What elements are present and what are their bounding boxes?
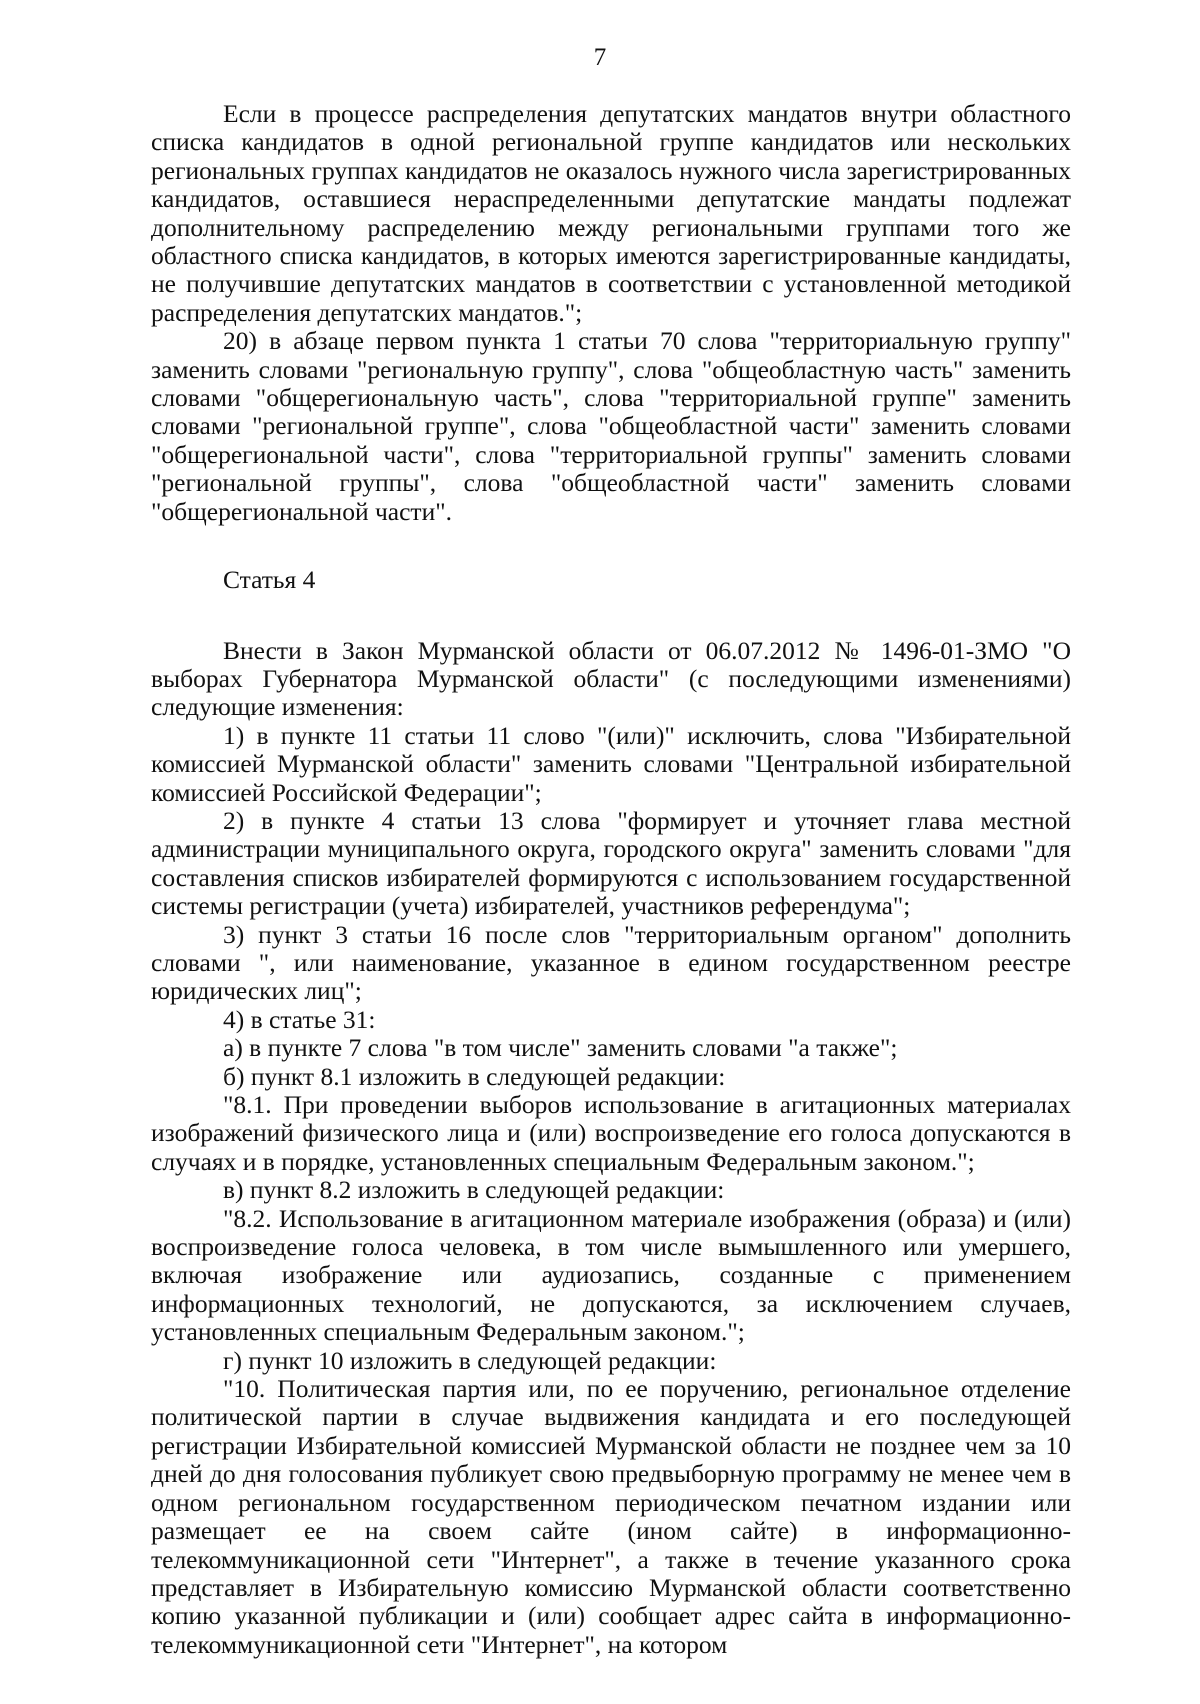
paragraph-item-3: 3) пункт 3 статьи 16 после слов "территориальным органом" дополнить словами ", или наименование, указанное в едином государственном реестре юридических лиц"; xyxy=(151,919,1071,1006)
document-body xyxy=(151,100,1071,1659)
paragraph-item-2: 2) в пункте 4 статьи 13 слова "формирует и уточняет глава местной администрации муниципального округа, городского округа" заменить словами "для составления списков избирателей формируются с использованием государственной системы регистрации (учета) избирателей, участников референдума"; xyxy=(151,805,1071,921)
article-heading: Статья 4 xyxy=(223,565,316,595)
paragraph-clause-8-2: "8.2. Использование в агитационном материале изображения (образа) и (или) воспроизведение голоса человека, в том числе вымышленного или умершего, включая изображение или аудиозапись, созданные с применением информационных технологий, не допускаются, за исключением случаев, установленных специальным Федеральным законом."; xyxy=(151,1203,1071,1347)
paragraph-item-20: 20) в абзаце первом пункта 1 статьи 70 слова "территориальную группу" заменить словами "региональную группу", слова "общеобластную часть" заменить словами "общерегиональную часть", слова "территориальной группе" заменить словами "региональной группе", слова "общеобластной части" заменить словами "общерегиональной части", слова "территориальной группы" заменить словами "региональной группы", слова "общеобластной части" заменить словами "общерегиональной части". xyxy=(151,326,1071,526)
paragraph-clause-8-1: "8.1. При проведении выборов использование в агитационных материалах изображений физического лица и (или) воспроизведение его голоса допускаются в случаях и в порядке, установленных специальным Федеральным законом."; xyxy=(151,1090,1071,1176)
page-number: 7 xyxy=(593,44,607,71)
paragraph-item-4: 4) в статье 31: xyxy=(223,1004,376,1034)
spacer xyxy=(151,526,1071,566)
paragraph-remaining-mandates: Если в процессе распределения депутатских мандатов внутри областного списка кандидатов в одной региональной группе кандидатов или нескольких региональных группах кандидатов не оказалось нужного числа зарегистрированных кандидатов, оставшиеся нераспределенными депутатские мандаты подлежат дополнительному распределению между региональными группами того же областного списка кандидатов, в которых имеются зарегистрированные кандидаты, не получившие депутатских мандатов в соответствии с установленной методикой распределения депутатских мандатов."; xyxy=(151,99,1071,327)
spacer xyxy=(151,595,1071,637)
paragraph-subitem-v: в) пункт 8.2 изложить в следующей редакции: xyxy=(223,1175,725,1205)
paragraph-subitem-a: а) в пункте 7 слова "в том числе" заменить словами "а также"; xyxy=(223,1033,898,1063)
paragraph-item-1: 1) в пункте 11 статьи 11 слово "(или)" исключить, слова "Избирательной комиссией Мурманской области" заменить словами "Центральной избирательной комиссией Российской Федерации"; xyxy=(151,720,1071,807)
paragraph-clause-10: "10. Политическая партия или, по ее поручению, региональное отделение политической партии в случае выдвижения кандидата и его последующей регистрации Избирательной комиссией Мурманской области не позднее чем за 10 дней до дня голосования публикует свою предвыборную программу не менее чем в одном региональном государственном периодическом печатном издании или размещает ее на своем сайте (ином сайте) в информационно-телекоммуникационной сети "Интернет", а также в течение указанного срока представляет в Избирательную комиссию Мурманской области соответственно копию указанной публикации и (или) сообщает адрес сайта в информационно-телекоммуникационной сети "Интернет", на котором xyxy=(151,1374,1071,1659)
paragraph-subitem-b: б) пункт 8.1 изложить в следующей редакции: xyxy=(223,1061,726,1091)
paragraph-amend-law-intro: Внести в Закон Мурманской области от 06.07.2012 № 1496-01-ЗМО "О выборах Губернатора Мурманской области" (с последующими изменениями) следующие изменения: xyxy=(151,635,1071,722)
paragraph-subitem-g: г) пункт 10 изложить в следующей редакции: xyxy=(223,1345,717,1375)
